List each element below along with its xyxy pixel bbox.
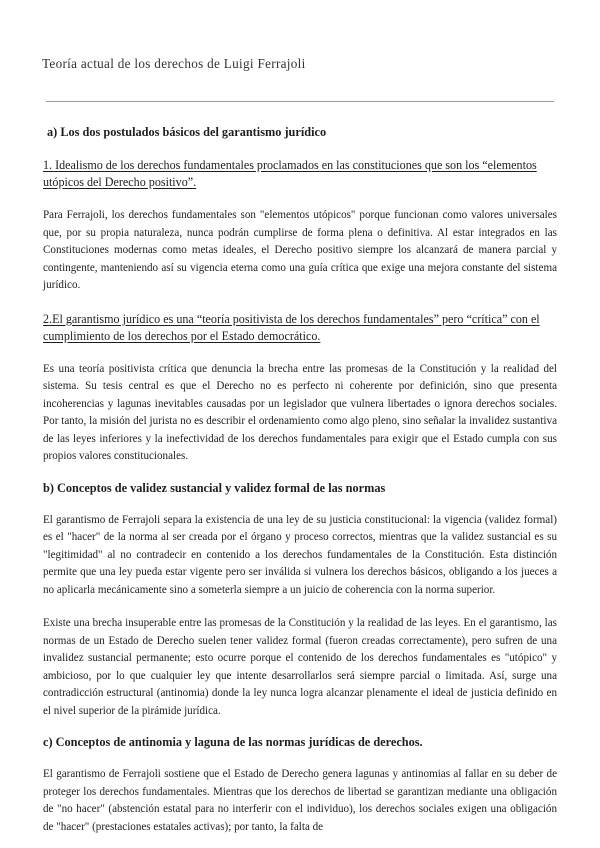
section-c-heading: c) Conceptos de antinomia y laguna de las normas jurídicas de derechos. (43, 735, 423, 749)
document-title: Teoría actual de los derechos de Luigi Ferrajoli (42, 56, 306, 71)
section-a-heading: a) Los dos postulados básicos del garantismo jurídico (47, 125, 327, 139)
section-b-heading: b) Conceptos de validez sustancial y validez formal de las normas (43, 480, 386, 495)
section-a-point2-heading: 2.El garantismo jurídico es una “teoría positivista de los derechos fundamentales” pero “crítica” con el cumplimiento de los derechos por el Estado democrático. (43, 311, 540, 343)
section-a-point1-heading: 1. Idealismo de los derechos fundamentales proclamados en las constituciones que son los “elementos utópicos del Derecho positivo”. (43, 158, 537, 189)
section-c-paragraph-1: El garantismo de Ferrajoli sostiene que el Estado de Derecho genera lagunas y antinomias al fallar en su deber de proteger los derechos fundamentales. Mientras que los derechos de libertad se garantizan mediante una obligación de "no hacer" (abstención estatal para no interferir con el individuo), los derechos sociales exigen una obligación de "hacer" (prestaciones estatales activas); por tanto, la falta de (43, 768, 557, 833)
title-divider (46, 101, 554, 102)
section-a-point1-paragraph: Para Ferrajoli, los derechos fundamentales son "elementos utópicos" porque funcionan como valores universales que, por su propia naturaleza, nunca podrán cumplirse de forma plena o definitiva. Al estar integrados en las Constituciones modernas como metas ideales, el Derecho positivo siempre los alcanzará de manera parcial y contingente, manteniendo así su vigencia eterna como una guía crítica que exige una mejora constante del sistema jurídico. (43, 209, 557, 291)
document-body (43, 124, 557, 836)
section-a-point2-paragraph: Es una teoría positivista crítica que denuncia la brecha entre las promesas de la Constitución y la realidad del sistema. Su tesis central es que el Derecho no es perfecto ni coherente por definición, sino que presenta incoherencias y lagunas inevitables causadas por un legislador que vulnera libertades o ignora derechos sociales. Por tanto, la misión del jurista no es describir el ordenamiento como algo pleno, sino señalar la invalidez sustantiva de las leyes inferiores y la inefectividad de los derechos fundamentales para exigir que el Estado cumpla con sus propios valores constitucionales. (43, 362, 557, 462)
section-b-paragraph-1: El garantismo de Ferrajoli separa la existencia de una ley de su justicia constitucional: la vigencia (validez formal) es el "hacer" de la norma al ser creada por el órgano y proceso correctos, mientras que la validez sustancial es su "legitimidad" al no contradecir en contenido a los derechos fundamentales de la Constitución. Esta distinción permite que una ley pueda estar vigente pero ser inválida si vulnera los derechos básicos, obligando a los jueces a no aplicarla mecánicamente sino a someterla siempre a un juicio de coherencia con la norma superior. (43, 513, 557, 596)
section-b-paragraph-2: Existe una brecha insuperable entre las promesas de la Constitución y la realidad de las leyes. En el garantismo, las normas de un Estado de Derecho suelen tener validez formal (fueron creadas correctamente), pero sufren de una invalidez sustancial permanente; esto ocurre porque el contenido de los derechos fundamentales es "utópico" y ambicioso, por lo que cualquier ley que intente desarrollarlos será siempre parcial o limitada. Así, surge una contradicción estructural (antinomia) donde la ley nunca logra alcanzar plenamente el ideal de justicia definido en el nivel superior de la pirámide jurídica. (43, 617, 557, 717)
